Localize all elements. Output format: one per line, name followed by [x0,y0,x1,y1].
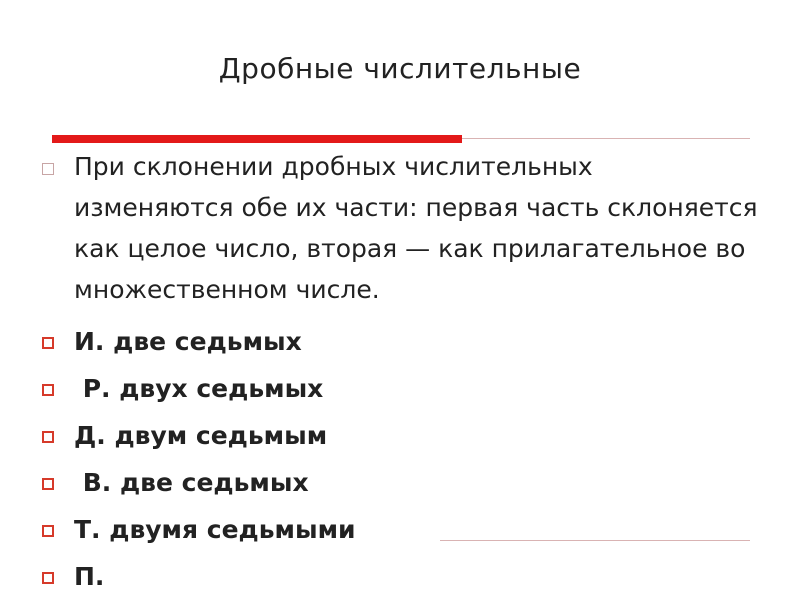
case-item-accusative [40,459,760,506]
title-divider-accent [52,135,462,143]
case-item-nominative [40,318,760,365]
case-text: Д. двум седьмым [74,421,328,450]
case-text: Т. двумя седьмыми [74,515,356,544]
square-bullet-icon [42,337,54,349]
case-item-dative [40,412,760,459]
intro-bullet [40,146,760,310]
square-bullet-icon [42,431,54,443]
case-text: И. две седьмых [74,327,302,356]
slide-content [40,146,760,600]
square-bullet-icon [42,384,54,396]
case-item-prepositional [40,553,760,600]
square-bullet-icon [42,163,54,175]
footer-divider [440,540,750,541]
square-bullet-icon [42,525,54,537]
case-text: Р. двух седьмых [74,374,324,403]
case-text: П. [74,562,105,591]
square-bullet-icon [42,572,54,584]
case-text: В. две седьмых [74,468,309,497]
slide-title: Дробные числительные [218,52,582,85]
case-item-genitive [40,365,760,412]
case-item-instrumental [40,506,760,553]
square-bullet-icon [42,478,54,490]
intro-text: При склонении дробных числительных изменяются обе их части: первая часть склоняется как целое число, вторая — как прилагательное во множественном числе. [74,152,758,304]
